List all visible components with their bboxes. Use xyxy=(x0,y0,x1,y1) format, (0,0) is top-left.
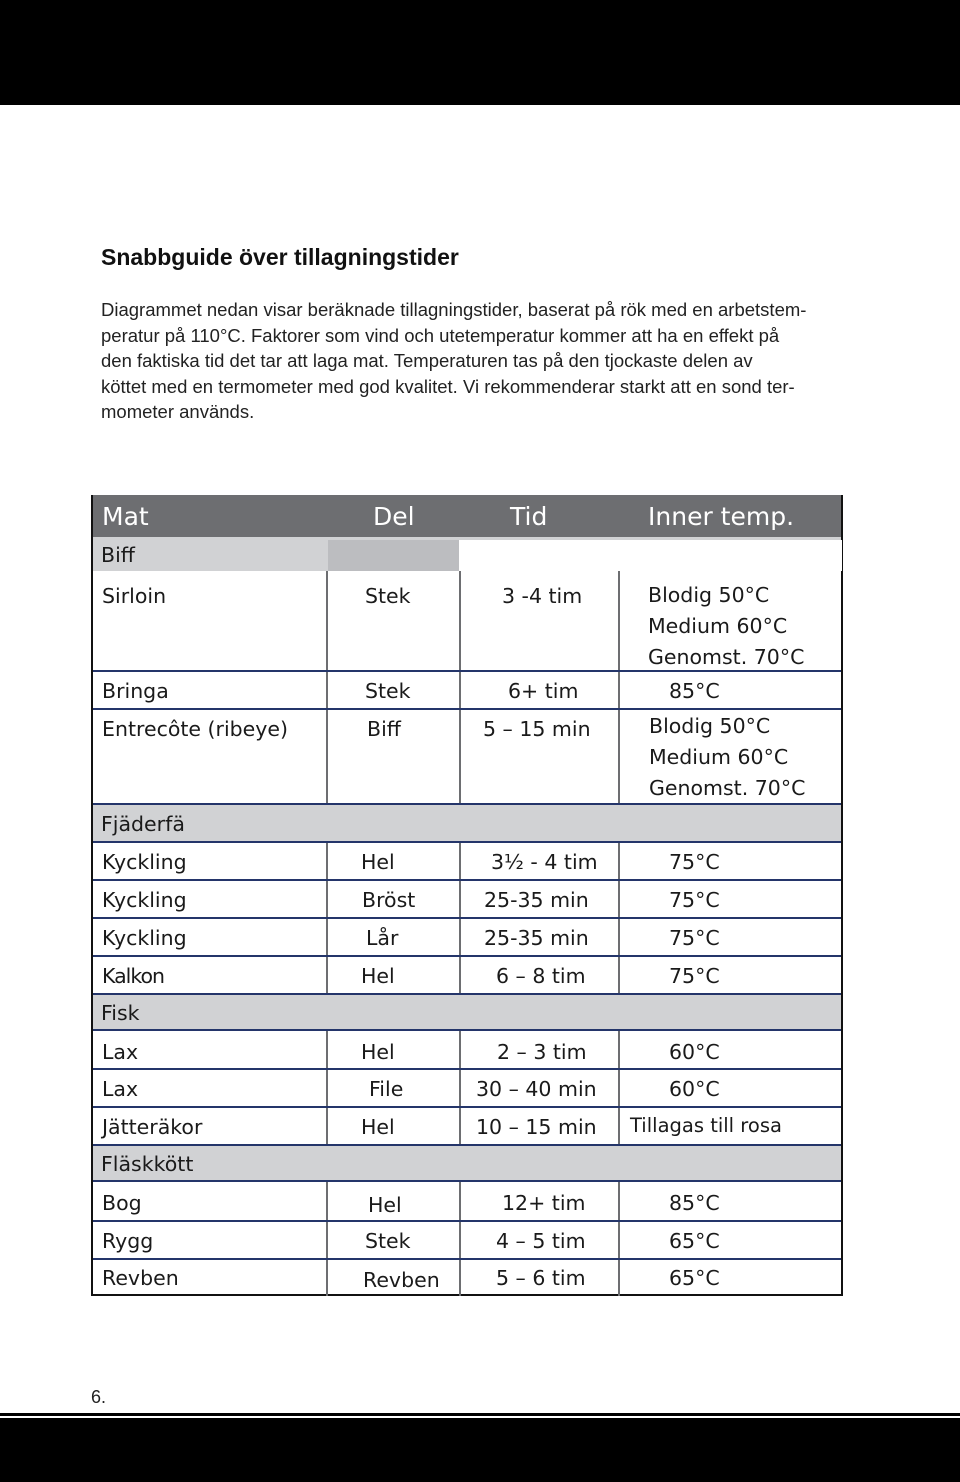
cell-temp: 85°C xyxy=(669,1191,720,1215)
category-label: Fisk xyxy=(101,1001,140,1025)
column-divider xyxy=(459,571,461,807)
cell-temp: 60°C xyxy=(669,1077,720,1101)
row-divider xyxy=(93,1029,841,1031)
cell-del: Hel xyxy=(368,1193,402,1217)
header-del: Del xyxy=(373,502,415,531)
cell-tid: 2 – 3 tim xyxy=(497,1040,587,1064)
category-row-biff xyxy=(93,537,841,571)
cell-tid: 25-35 min xyxy=(484,888,589,912)
intro-line: köttet med en termometer med god kvalitet. Vi rekommenderar starkt att en sond ter- xyxy=(101,375,795,397)
cell-del: File xyxy=(369,1077,404,1101)
cell-tid: 12+ tim xyxy=(502,1191,586,1215)
column-divider xyxy=(618,571,620,807)
top-black-bar xyxy=(0,0,960,105)
category-row-fisk xyxy=(93,995,841,1029)
category-row-flaskkott xyxy=(93,1146,841,1180)
cell-del: Bröst xyxy=(362,888,416,912)
bottom-black-bar xyxy=(0,1418,960,1482)
cell-temp: 75°C xyxy=(669,926,720,950)
cell-mat: Bringa xyxy=(102,679,169,703)
cell-mat: Kyckling xyxy=(102,888,187,912)
intro-paragraph xyxy=(101,297,901,425)
cell-mat: Kalkon xyxy=(102,964,165,988)
row-divider xyxy=(93,708,841,710)
cell-mat: Kyckling xyxy=(102,926,187,950)
cell-tid: 25-35 min xyxy=(484,926,589,950)
cell-tid: 5 – 6 tim xyxy=(496,1266,586,1290)
cell-temp: 75°C xyxy=(669,964,720,988)
cell-tid: 4 – 5 tim xyxy=(496,1229,586,1253)
cell-del: Revben xyxy=(363,1268,440,1292)
cell-tid: 6 – 8 tim xyxy=(496,964,586,988)
temp-line: Medium 60°C xyxy=(649,745,789,769)
temp-line: Genomst. 70°C xyxy=(649,776,806,800)
cell-mat: Rygg xyxy=(102,1229,154,1253)
cell-temp: 85°C xyxy=(669,679,720,703)
row-divider xyxy=(93,1258,841,1260)
cell-temp: 65°C xyxy=(669,1266,720,1290)
intro-line: den faktiska tid det tar att laga mat. Temperaturen tas på den tjockaste delen av xyxy=(101,350,753,371)
row-divider xyxy=(93,670,841,672)
intro-line: mometer används. xyxy=(101,401,255,422)
cell-temp: 75°C xyxy=(669,850,720,874)
temp-line: Blodig 50°C xyxy=(648,583,770,607)
row-divider xyxy=(93,1106,841,1108)
cell-tid: 3 -4 tim xyxy=(502,584,583,608)
cell-del: Stek xyxy=(365,1229,411,1253)
temp-line: Blodig 50°C xyxy=(649,714,771,738)
cell-del: Stek xyxy=(365,584,411,608)
cell-temp: 60°C xyxy=(669,1040,720,1064)
cell-tid: 10 – 15 min xyxy=(476,1115,597,1139)
bottom-rule xyxy=(0,1413,960,1416)
row-divider xyxy=(93,1068,841,1070)
page-number: 6. xyxy=(91,1387,107,1407)
temp-line: Genomst. 70°C xyxy=(648,645,805,669)
header-inner-temp: Inner temp. xyxy=(648,502,795,531)
cell-tid: 5 – 15 min xyxy=(483,717,591,741)
cell-del: Lår xyxy=(366,926,399,950)
cell-temp xyxy=(649,711,805,804)
cell-del: Stek xyxy=(365,679,411,703)
header-tid: Tid xyxy=(510,502,548,531)
cell-temp: 65°C xyxy=(669,1229,720,1253)
cell-tid: 6+ tim xyxy=(508,679,579,703)
cell-mat: Revben xyxy=(102,1266,179,1290)
header-mat: Mat xyxy=(102,502,149,531)
row-divider xyxy=(93,879,841,881)
cell-del: Hel xyxy=(361,850,395,874)
cell-tid: 3½ - 4 tim xyxy=(491,850,598,874)
category-row-fjaderfa xyxy=(93,805,841,841)
cooking-times-table xyxy=(91,495,843,1296)
cell-del: Hel xyxy=(361,964,395,988)
cell-mat: Sirloin xyxy=(102,584,167,608)
cell-mat: Lax xyxy=(102,1040,139,1064)
cell-del: Hel xyxy=(361,1115,395,1139)
cell-del: Hel xyxy=(361,1040,395,1064)
cell-temp: 75°C xyxy=(669,888,720,912)
row-divider xyxy=(93,1180,841,1182)
cell-mat: Bog xyxy=(102,1191,142,1215)
row-divider xyxy=(93,841,841,843)
intro-line: Diagrammet nedan visar beräknade tillagningstider, baserat på rök med en arbetstem- xyxy=(101,299,807,320)
cell-mat: Jätteräkor xyxy=(102,1115,203,1139)
column-divider xyxy=(326,571,328,807)
page-heading: Snabbguide över tillagningstider xyxy=(101,244,459,270)
cell-mat: Entrecôte (ribeye) xyxy=(102,717,289,741)
category-shade xyxy=(328,540,459,571)
category-gap xyxy=(459,540,842,571)
intro-line: peratur på 110°C. Faktorer som vind och utetemperatur kommer att ha en effekt på xyxy=(101,324,780,346)
cell-tid: 30 – 40 min xyxy=(476,1077,597,1101)
cell-mat: Kyckling xyxy=(102,850,187,874)
category-label: Fjäderfä xyxy=(101,812,185,836)
row-divider xyxy=(93,955,841,957)
category-label: Fläskkött xyxy=(101,1152,194,1176)
cell-mat: Lax xyxy=(102,1077,139,1101)
row-divider xyxy=(93,917,841,919)
temp-line: Medium 60°C xyxy=(648,614,788,638)
category-label: Biff xyxy=(101,543,135,567)
cell-temp: Tillagas till rosa xyxy=(630,1114,782,1137)
cell-del: Biff xyxy=(367,717,401,741)
cell-temp xyxy=(648,580,804,673)
table-header xyxy=(93,495,841,537)
row-divider xyxy=(93,1220,841,1222)
